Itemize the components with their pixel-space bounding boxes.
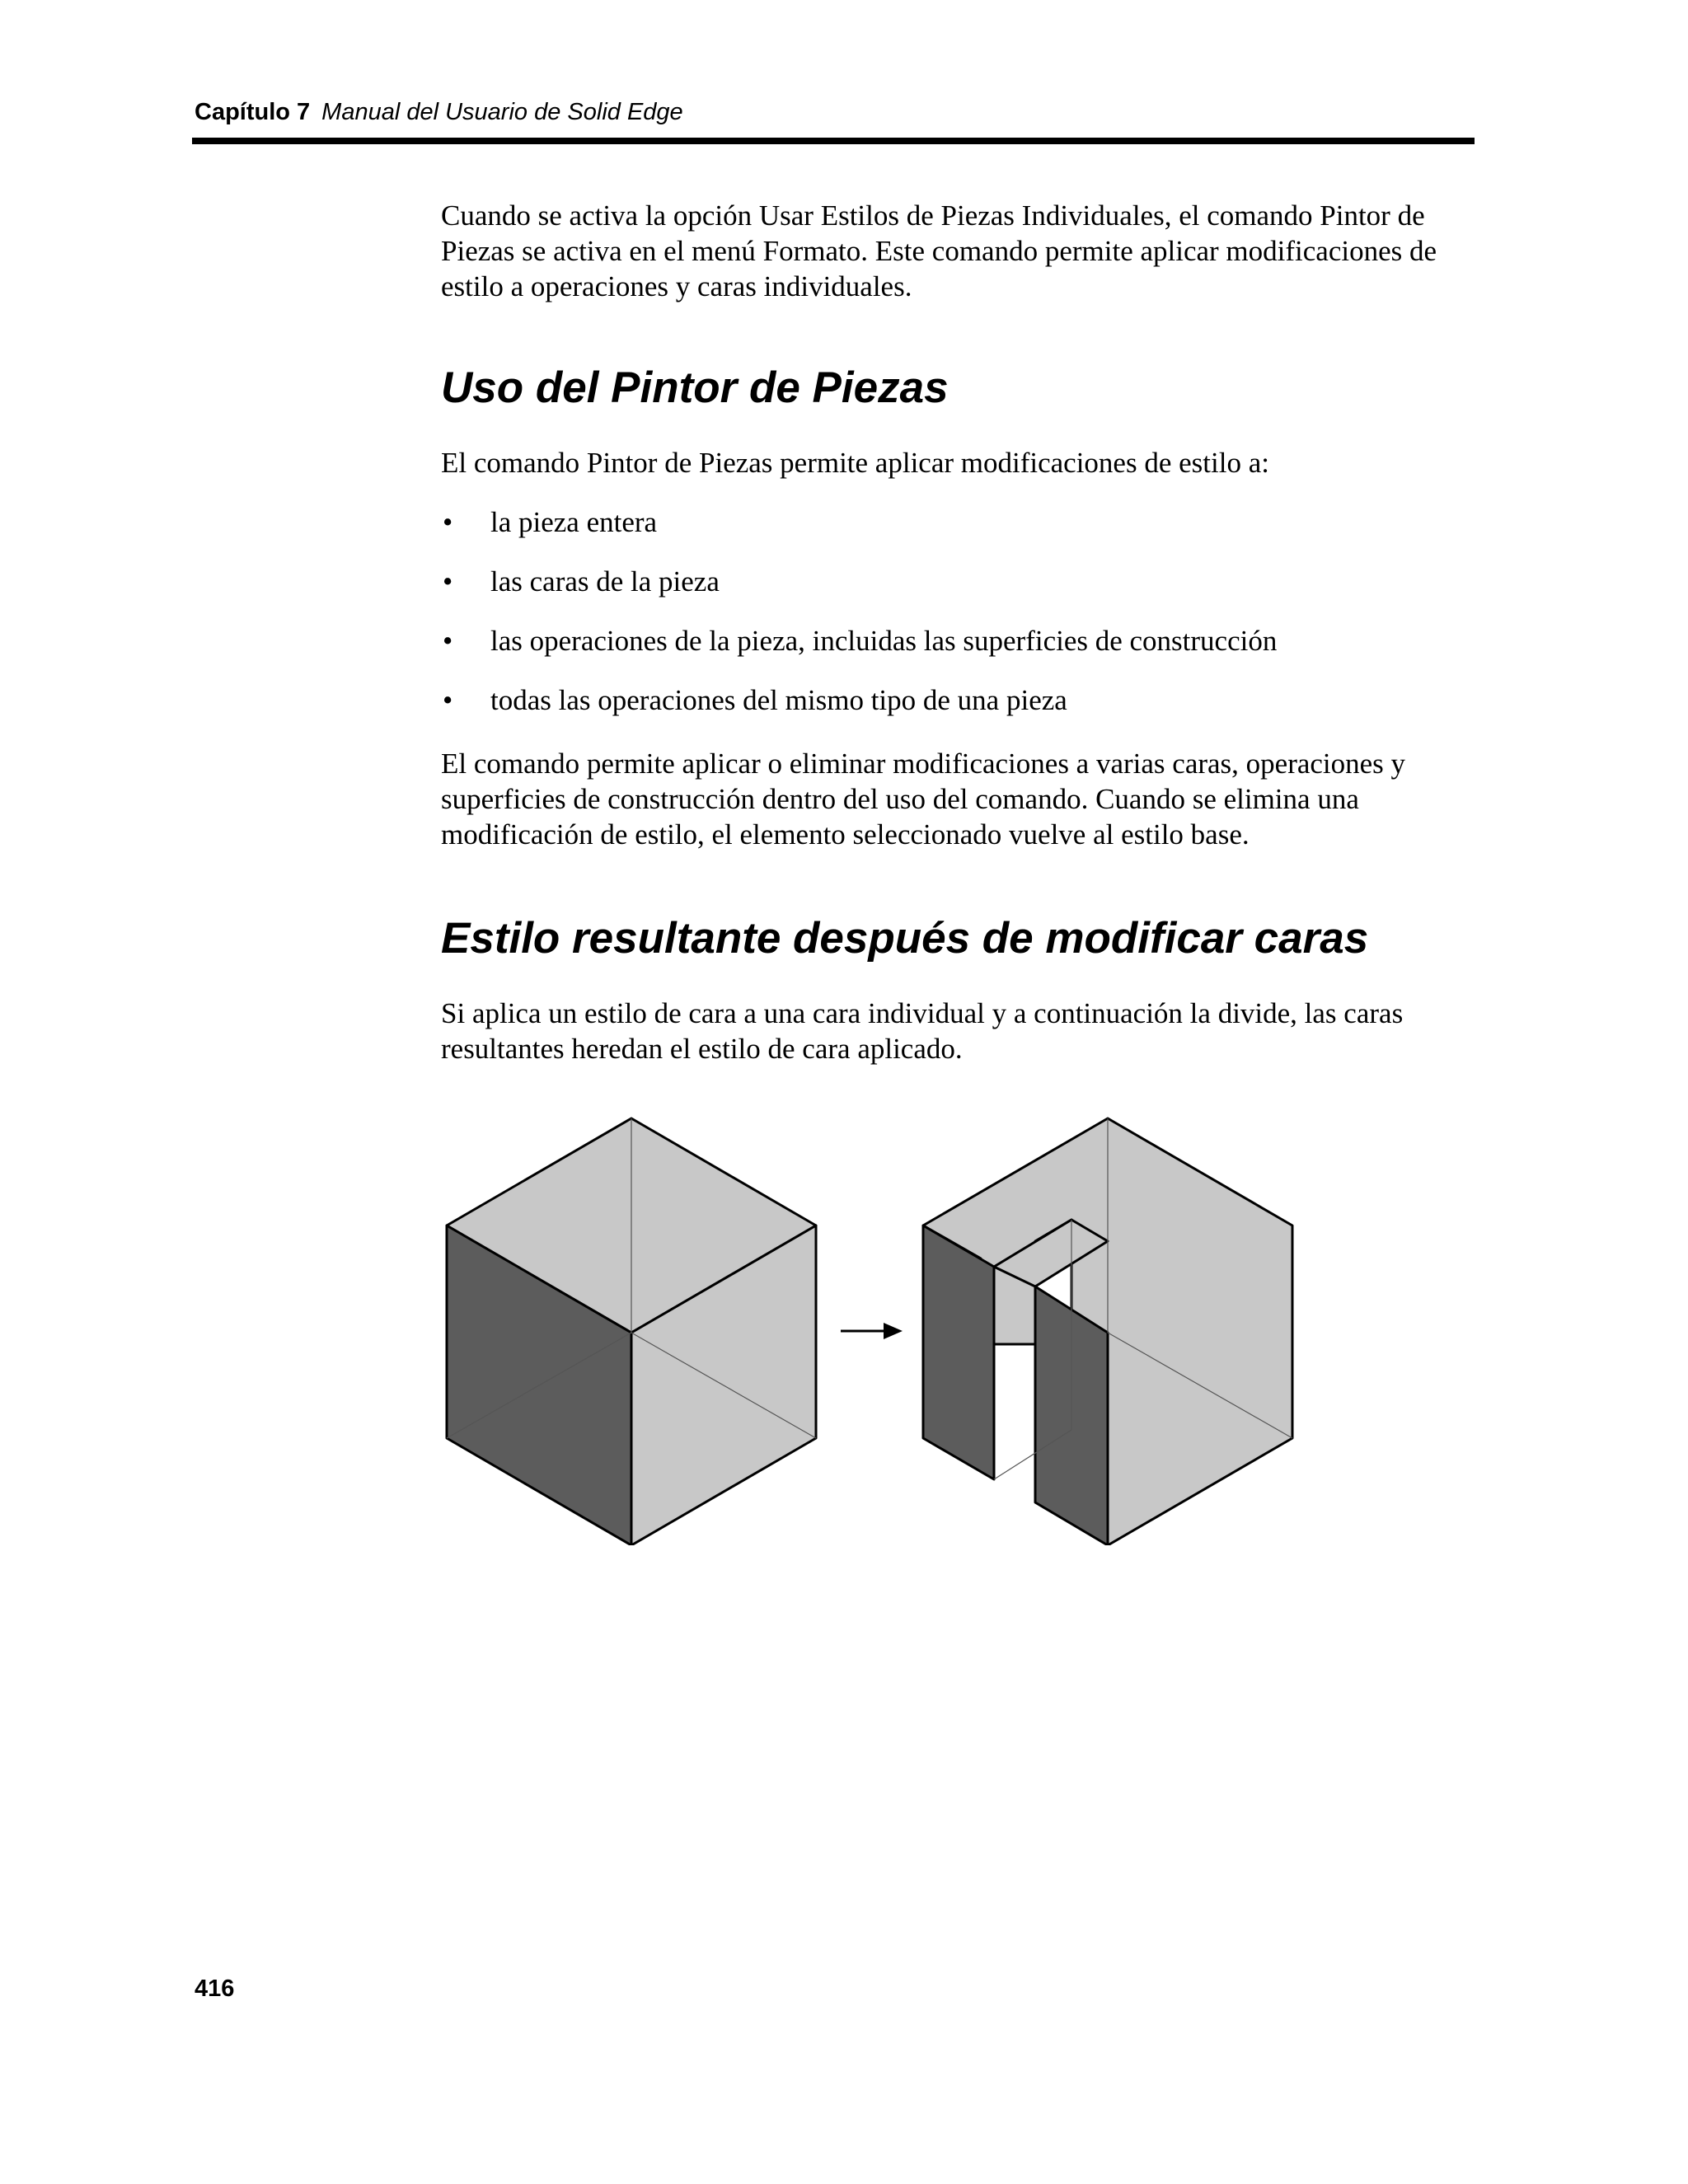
bullet-list — [441, 504, 1277, 742]
section-closing-paragraph: El comando permite aplicar o eliminar modificaciones a varias caras, operaciones y superficies de construcción dentro del uso del comando. Cuando se elimina una modificación de estilo, el elemento seleccionado vuelve al estilo base. — [441, 748, 1406, 851]
intro-paragraph: Cuando se activa la opción Usar Estilos de Piezas Individuales, el comando Pintor de Piezas se activa en el menú Formato. Este comando permite aplicar modificaciones de estilo a operaciones y caras individuales. — [441, 199, 1437, 302]
bullet-icon: • — [443, 684, 453, 716]
section-heading-estilo: Estilo resultante después de modificar caras — [441, 914, 1369, 963]
manual-title: Manual del Usuario de Solid Edge — [321, 99, 683, 125]
chapter-label: Capítulo 7 — [195, 99, 311, 125]
header-rule — [192, 138, 1475, 144]
page-number: 416 — [195, 1975, 235, 2002]
bullet-icon: • — [443, 506, 453, 538]
cube-after — [923, 1118, 1292, 1545]
transform-arrow — [841, 1323, 903, 1339]
bullet-icon: • — [443, 565, 453, 598]
list-item — [441, 623, 1277, 682]
list-item-text: la pieza entera — [490, 506, 658, 538]
list-item — [441, 564, 1277, 623]
cube-figure — [437, 1100, 1294, 1545]
running-header — [195, 97, 683, 127]
section-intro: El comando Pintor de Piezas permite aplicar modificaciones de estilo a: — [441, 447, 1269, 479]
section-heading-pintor: Uso del Pintor de Piezas — [441, 363, 949, 412]
cube-before — [447, 1118, 816, 1545]
cube-illustration — [437, 1100, 1294, 1545]
list-item — [441, 682, 1277, 742]
list-item-text: todas las operaciones del mismo tipo de una pieza — [490, 684, 1067, 716]
list-item-text: las operaciones de la pieza, incluidas las superficies de construcción — [490, 625, 1278, 657]
list-item-text: las caras de la pieza — [490, 565, 720, 598]
section2-paragraph: Si aplica un estilo de cara a una cara individual y a continuación la divide, las caras resultantes heredan el estilo de cara aplicado. — [441, 997, 1404, 1065]
list-item — [441, 504, 1277, 564]
notched-cube-left-face — [923, 1226, 994, 1479]
bullet-icon: • — [443, 625, 453, 657]
